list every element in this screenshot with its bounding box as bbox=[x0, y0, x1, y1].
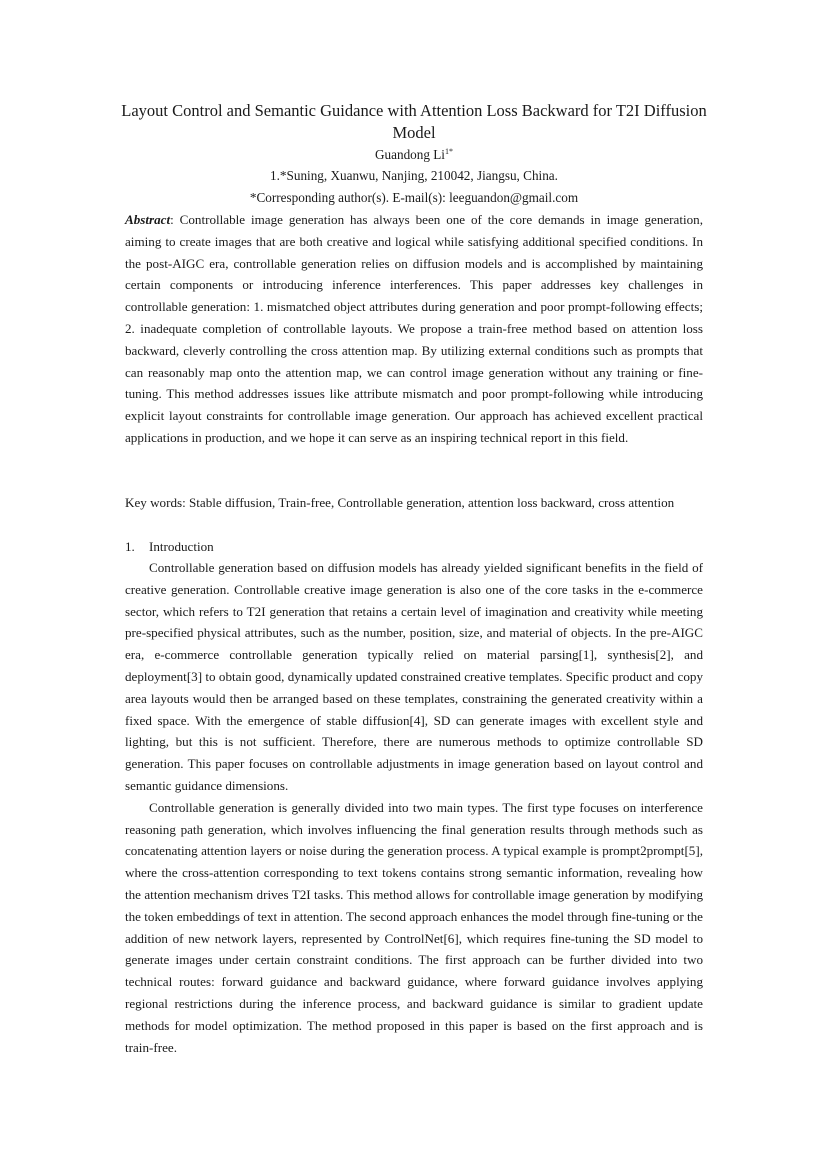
corresponding-author: *Corresponding author(s). E-mail(s): leeguandon@gmail.com bbox=[249, 190, 579, 205]
paragraph: Controllable generation based on diffusion models has already yielded significant benefits in the field of creative generation. Controllable creative image generation is also one of the core tasks in the e-commerce sector, which refers to T2I generation that retains a certain level of imagination and creativity while meeting pre-specified physical attributes, such as the number, position, size, and material of objects. In the pre-AIGC era, e-commerce controllable generation typically relied on material parsing[1], synthesis[2], and deployment[3] to obtain good, dynamically updated constrained creative templates. Specific product and copy area layouts would then be arranged based on these templates, constraining the generated creativity within a fixed space. With the emergence of stable diffusion[4], SD can generate images with excellent style and lighting, but this is not sufficient. Therefore, there are numerous methods to optimize controllable SD generation. This paper focuses on controllable adjustments in image generation based on layout control and semantic guidance dimensions. bbox=[125, 560, 703, 793]
section-title: Introduction bbox=[149, 539, 214, 554]
abstract-text: : Controllable image generation has always been one of the core demands in image generation, aiming to create images that are both creative and logical while satisfying additional specified conditions. In the post-AIGC era, controllable generation relies on diffusion models and is accomplished by maintaining certain components or introducing inference interferences. This paper addresses key challenges in controllable generation: 1. mismatched object attributes during generation and poor prompt-following effects; 2. inadequate completion of controllable layouts. We propose a train-free method based on attention loss backward, cleverly controlling the cross attention map. By utilizing external conditions such as prompts that can reasonably map onto the attention map, we can control image generation without any training or fine-tuning. This method addresses issues like attribute mismatch and poor prompt-following while introducing explicit layout constraints for controllable image generation. Our approach has achieved excellent practical applications in production, and we hope it can serve as an inspiring technical report in this field. bbox=[125, 212, 703, 445]
abstract bbox=[125, 209, 703, 449]
paragraph: Controllable generation is generally divided into two main types. The first type focuses on interference reasoning path generation, which involves influencing the final generation results through methods such as concatenating attention layers or noise during the generation process. A typical example is prompt2prompt[5], where the cross-attention corresponding to text tokens contains strong semantic information, revealing how the attention mechanism drives T2I tasks. This method allows for controllable image generation by modifying the token embeddings of text in attention. The second approach enhances the model through fine-tuning or the addition of new network layers, represented by ControlNet[6], which requires fine-tuning the SD model to generate images under certain constraint conditions. The first approach can be further divided into two technical routes: forward guidance and backward guidance, where forward guidance involves applying regional restrictions during the inference process, and backward guidance is similar to gradient update methods for model optimization. The method proposed in this paper is based on the first approach and is train-free. bbox=[125, 799, 703, 1055]
paper-title: Layout Control and Semantic Guidance with Attention Loss Backward for T2I Diffusion Model bbox=[121, 101, 707, 142]
section-number: 1. bbox=[125, 539, 135, 554]
keywords: Key words: Stable diffusion, Train-free, Controllable generation, attention loss backward, cross attention bbox=[125, 495, 675, 510]
section-heading bbox=[125, 536, 214, 558]
author-line bbox=[0, 146, 828, 164]
introduction-body bbox=[125, 557, 703, 1058]
author-name: Guandong Li bbox=[375, 147, 445, 162]
affiliation: 1.*Suning, Xuanwu, Nanjing, 210042, Jiangsu, China. bbox=[270, 168, 558, 183]
abstract-label: Abstract bbox=[125, 212, 171, 227]
author-superscript: 1* bbox=[444, 147, 453, 156]
